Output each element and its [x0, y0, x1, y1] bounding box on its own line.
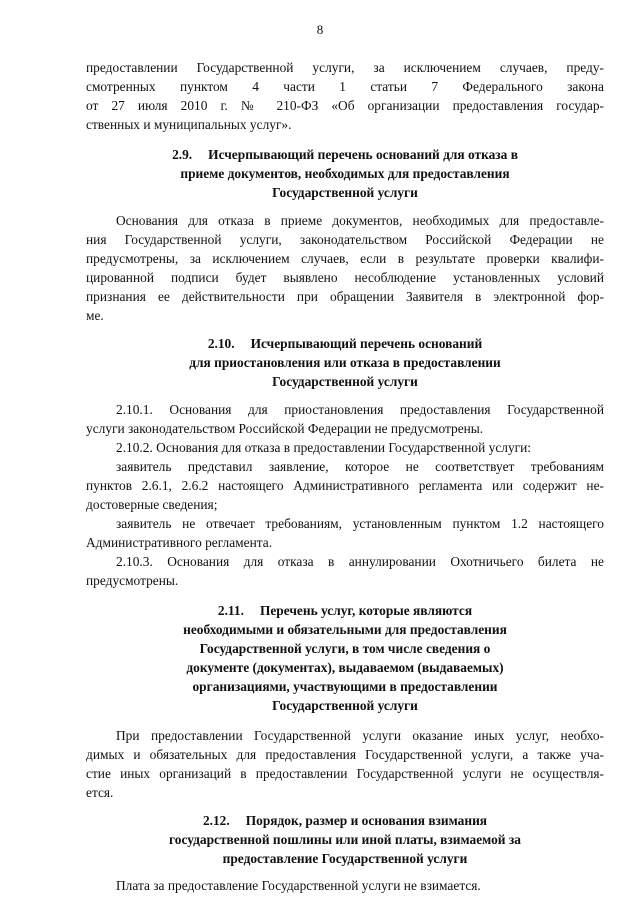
section-title-line: организациями, участвующими в предоставлении — [192, 679, 498, 694]
section-title-line: Порядок, размер и основания взимания — [245, 813, 488, 828]
section-number: 2.11. — [217, 603, 244, 618]
intro-line: ственных и муниципальных услуг». — [86, 117, 292, 132]
body-line: цированной подписи будет выявлено несоблюдение установленных условий — [86, 270, 604, 285]
body-line: стие иных организаций в предоставлении Государственной услуги не осуществля- — [86, 766, 604, 781]
section-title-line: для приостановления или отказа в предоставлении — [189, 355, 501, 370]
section-heading — [86, 601, 604, 620]
section-title-line: Исчерпывающий перечень оснований для отказа в — [208, 147, 518, 162]
body-line: При предоставлении Государственной услуги оказание иных услуг, необхо- — [116, 728, 604, 743]
body-line: предусмотрены, за исключением случаев, если в результате проверки квалифи- — [86, 251, 604, 266]
section-number: 2.12. — [202, 813, 230, 828]
body-line: Плата за предоставление Государственной услуги не взимается. — [116, 878, 481, 893]
section-title-line: документе (документах), выдаваемом (выдаваемых) — [186, 660, 504, 675]
section-title-line: Государственной услуги, в том числе сведения о — [199, 641, 491, 656]
body-line: заявитель представил заявление, которое не соответствует требованиям — [116, 459, 604, 474]
section-title-line: Государственной услуги — [272, 374, 418, 389]
section-title-line: необходимыми и обязательными для предоставления — [183, 622, 507, 637]
section-title-line: предоставление Государственной услуги — [222, 851, 468, 866]
section-title-line: Государственной услуги — [272, 185, 418, 200]
section-title-line: Исчерпывающий перечень оснований — [250, 336, 483, 351]
body-line: признания ее действительности при обращении Заявителя в электронной фор- — [86, 289, 604, 304]
body-line: предусмотрены. — [86, 573, 179, 588]
section-heading — [86, 811, 604, 830]
page-number: 8 — [316, 22, 324, 37]
section-title-line: Перечень услуг, которые являются — [259, 603, 473, 618]
body-line: 2.10.3. Основания для отказа в аннулировании Охотничьего билета не — [116, 554, 604, 569]
body-line: пунктов 2.6.1, 2.6.2 настоящего Административного регламента или содержит не- — [86, 478, 604, 493]
body-line: Основания для отказа в приеме документов, необходимых для предоставле- — [116, 213, 604, 228]
intro-line: смотренных пунктом 4 части 1 статьи 7 Федерального закона — [86, 79, 604, 94]
section-title-line: приеме документов, необходимых для предоставления — [180, 166, 510, 181]
body-line: услуги законодательством Российской Федерации не предусмотрены. — [86, 421, 484, 436]
intro-line: предоставлении Государственной услуги, за исключением случаев, преду- — [86, 60, 604, 75]
section-number: 2.10. — [207, 336, 235, 351]
body-line: ется. — [86, 785, 114, 800]
body-line: ме. — [86, 308, 104, 323]
body-line: Административного регламента. — [86, 535, 273, 550]
section-heading — [86, 334, 604, 353]
body-line: достоверные сведения; — [86, 497, 218, 512]
body-line: заявитель не отвечает требованиям, установленным пунктом 1.2 настоящего — [116, 516, 604, 531]
body-line: ния Государственной услуги, законодательством Российской Федерации не — [86, 232, 604, 247]
intro-line: от 27 июля 2010 г. № 210-ФЗ «Об организации предоставления государ- — [86, 98, 604, 113]
section-number: 2.9. — [172, 147, 193, 162]
section-title-line: Государственной услуги — [272, 698, 418, 713]
body-line: димых и обязательных для предоставления Государственной услуги, а также уча- — [86, 747, 604, 762]
body-line: 2.10.2. Основания для отказа в предоставлении Государственной услуги: — [116, 440, 532, 455]
body-line: 2.10.1. Основания для приостановления предоставления Государственной — [116, 402, 604, 417]
section-heading — [86, 145, 604, 164]
section-title-line: государственной пошлины или иной платы, взимаемой за — [169, 832, 521, 847]
